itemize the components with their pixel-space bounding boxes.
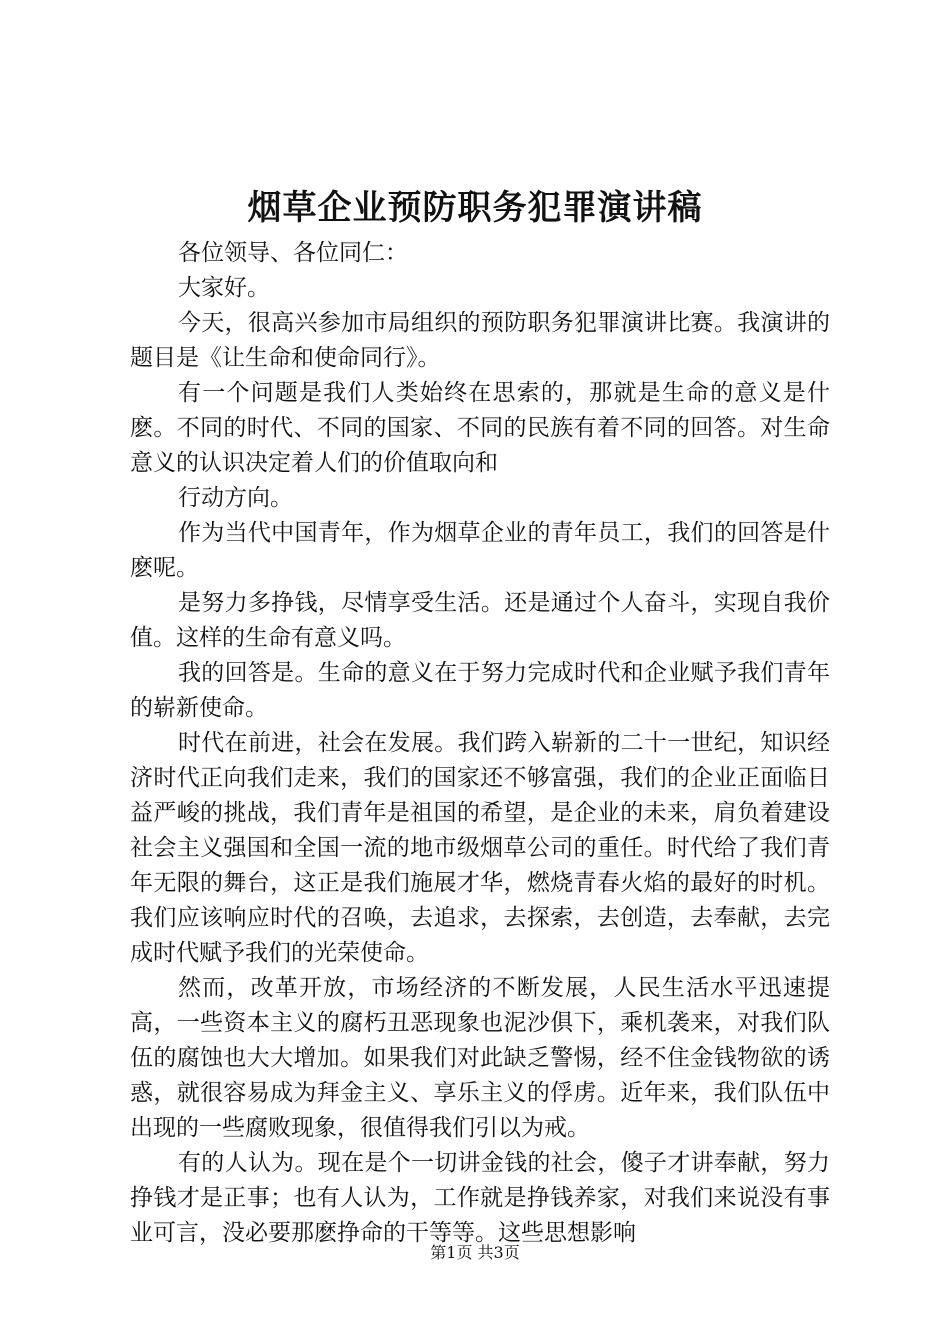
paragraph: 今天，很高兴参加市局组织的预防职务犯罪演讲比赛。我演讲的题目是《让生命和使命同行》。 xyxy=(130,310,830,371)
paragraph: 作为当代中国青年，作为烟草企业的青年员工，我们的回答是什麽呢。 xyxy=(130,520,830,581)
paragraph: 有一个问题是我们人类始终在思索的，那就是生命的意义是什麽。不同的时代、不同的国家、不同的民族有着不同的回答。对生命意义的认识决定着人们的价值取向和 xyxy=(130,380,830,476)
paragraph-salutation: 各位领导、各位同仁： xyxy=(178,240,408,266)
paragraph: 有的人认为。现在是个一切讲金钱的社会，傻子才讲奉献，努力挣钱才是正事；也有人认为，工作就是挣钱养家，对我们来说没有事业可言，没必要那麽挣命的干等等。这些思想影响 xyxy=(130,1150,830,1246)
paragraph: 然而，改革开放，市场经济的不断发展，人民生活水平迅速提高，一些资本主义的腐朽丑恶现象也泥沙俱下，乘机袭来，对我们队伍的腐蚀也大大增加。如果我们对此缺乏警惕，经不住金钱物欲的诱惑，就很容易成为拜金主义、享乐主义的俘虏。近年来，我们队伍中出现的一些腐败现象，很值得我们引以为戒。 xyxy=(130,975,830,1141)
paragraph: 是努力多挣钱，尽情享受生活。还是通过个人奋斗，实现自我价值。这样的生命有意义吗。 xyxy=(130,590,830,651)
paragraph: 行动方向。 xyxy=(178,485,293,511)
page-number-footer: 第1页 共3页 xyxy=(430,1243,520,1262)
document-body xyxy=(130,236,830,1251)
paragraph-greeting: 大家好。 xyxy=(178,275,270,301)
paragraph: 我的回答是。生命的意义在于努力完成时代和企业赋予我们青年的崭新使命。 xyxy=(130,660,830,721)
document-title: 烟草企业预防职务犯罪演讲稿 xyxy=(247,188,703,228)
paragraph: 时代在前进，社会在发展。我们跨入崭新的二十一世纪，知识经济时代正向我们走来，我们的国家还不够富强，我们的企业正面临日益严峻的挑战，我们青年是祖国的希望，是企业的未来，肩负着建设社会主义强国和全国一流的地市级烟草公司的重任。时代给了我们青年无限的舞台，这正是我们施展才华，燃烧青春火焰的最好的时机。我们应该响应时代的召唤，去追求，去探索，去创造，去奉献，去完成时代赋予我们的光荣使命。 xyxy=(130,730,830,966)
